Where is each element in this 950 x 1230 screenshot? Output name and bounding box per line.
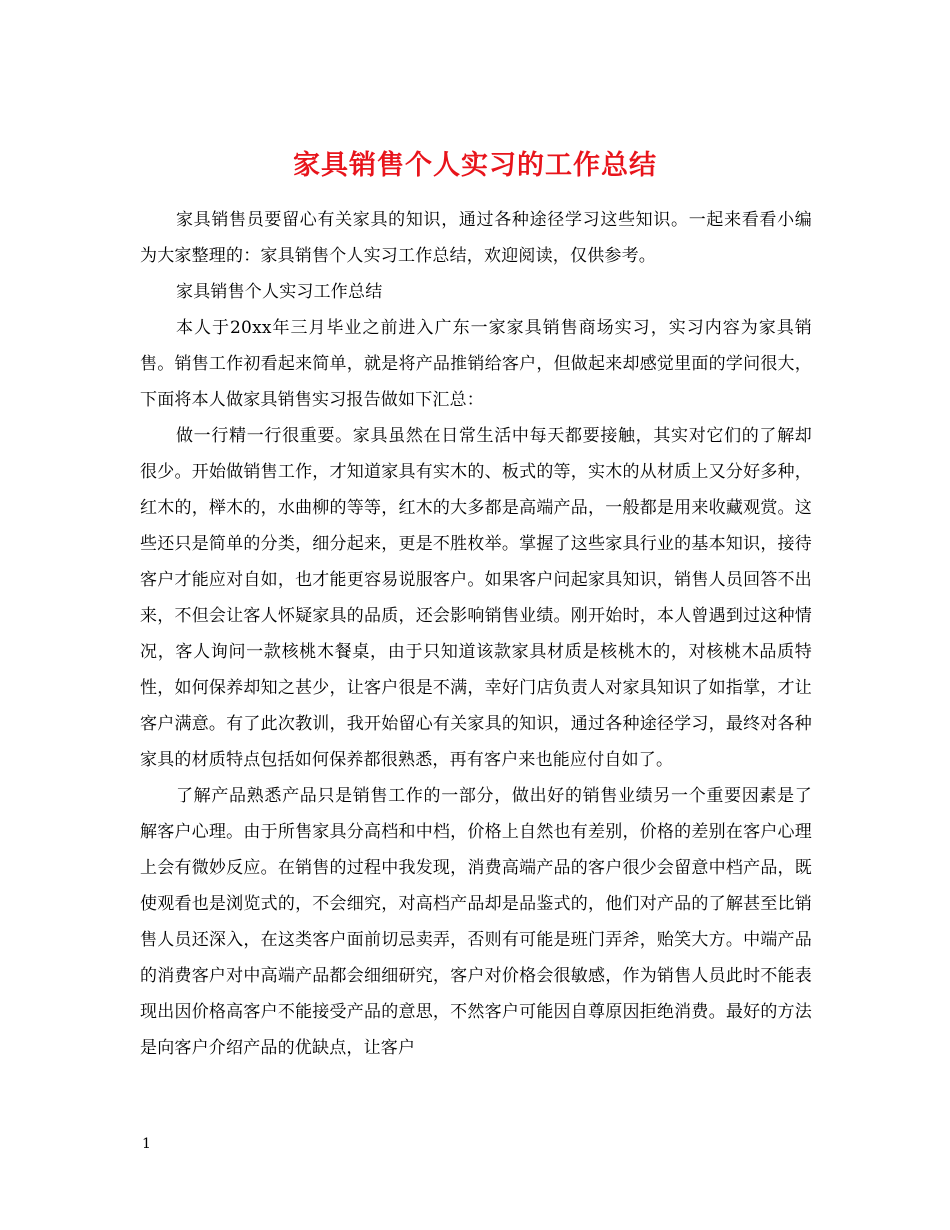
document-title: 家具销售个人实习的工作总结 [293, 150, 657, 182]
body-paragraph: 了解产品熟悉产品只是销售工作的一部分，做出好的销售业绩另一个重要因素是了解客户心理。由于所售家具分高档和中档，价格上自然也有差别，价格的差别在客户心理上会有微妙反应。在销售的过程中我发现，消费高端产品的客户很少会留意中档产品，既使观看也是浏览式的，不会细究，对高档产品却是品鉴式的，他们对产品的了解甚至比销售人员还深入，在这类客户面前切忌卖弄，否则有可能是班门弄斧，贻笑大方。中端产品的消费客户对中高端产品都会细细研究，客户对价格会很敏感，作为销售人员此时不能表现出因价格高客户不能接受产品的意思，不然客户可能因自尊原因拒绝消费。最好的方法是向客户介绍产品的优缺点，让客户 [140, 786, 812, 1058]
section-heading: 家具销售个人实习工作总结 [176, 282, 383, 302]
page-number: 1 [142, 1136, 151, 1152]
intro-paragraph: 家具销售员要留心有关家具的知识，通过各种途径学习这些知识。一起来看看小编为大家整理的：家具销售个人实习工作总结，欢迎阅读，仅供参考。 [140, 210, 812, 266]
body-paragraph: 本人于20xx年三月毕业之前进入广东一家家具销售商场实习，实习内容为家具销售。销售工作初看起来简单，就是将产品推销给客户，但做起来却感觉里面的学问很大，下面将本人做家具销售实习报告做如下汇总： [140, 318, 812, 410]
body-paragraph: 做一行精一行很重要。家具虽然在日常生活中每天都要接触，其实对它们的了解却很少。开始做销售工作，才知道家具有实木的、板式的等，实木的从材质上又分好多种，红木的，榉木的，水曲柳的等等，红木的大多都是高端产品，一般都是用来收藏观赏。这些还只是简单的分类，细分起来，更是不胜枚举。掌握了这些家具行业的基本知识，接待客户才能应对自如，也才能更容易说服客户。如果客户问起家具知识，销售人员回答不出来，不但会让客人怀疑家具的品质，还会影响销售业绩。刚开始时，本人曾遇到过这种情况，客人询问一款核桃木餐桌，由于只知道该款家具材质是核桃木的，对核桃木品质特性，如何保养却知之甚少，让客户很是不满，幸好门店负责人对家具知识了如指掌，才让客户满意。有了此次教训，我开始留心有关家具的知识，通过各种途径学习，最终对各种家具的材质特点包括如何保养都很熟悉，再有客户来也能应付自如了。 [140, 426, 812, 770]
document-body [140, 202, 812, 1066]
